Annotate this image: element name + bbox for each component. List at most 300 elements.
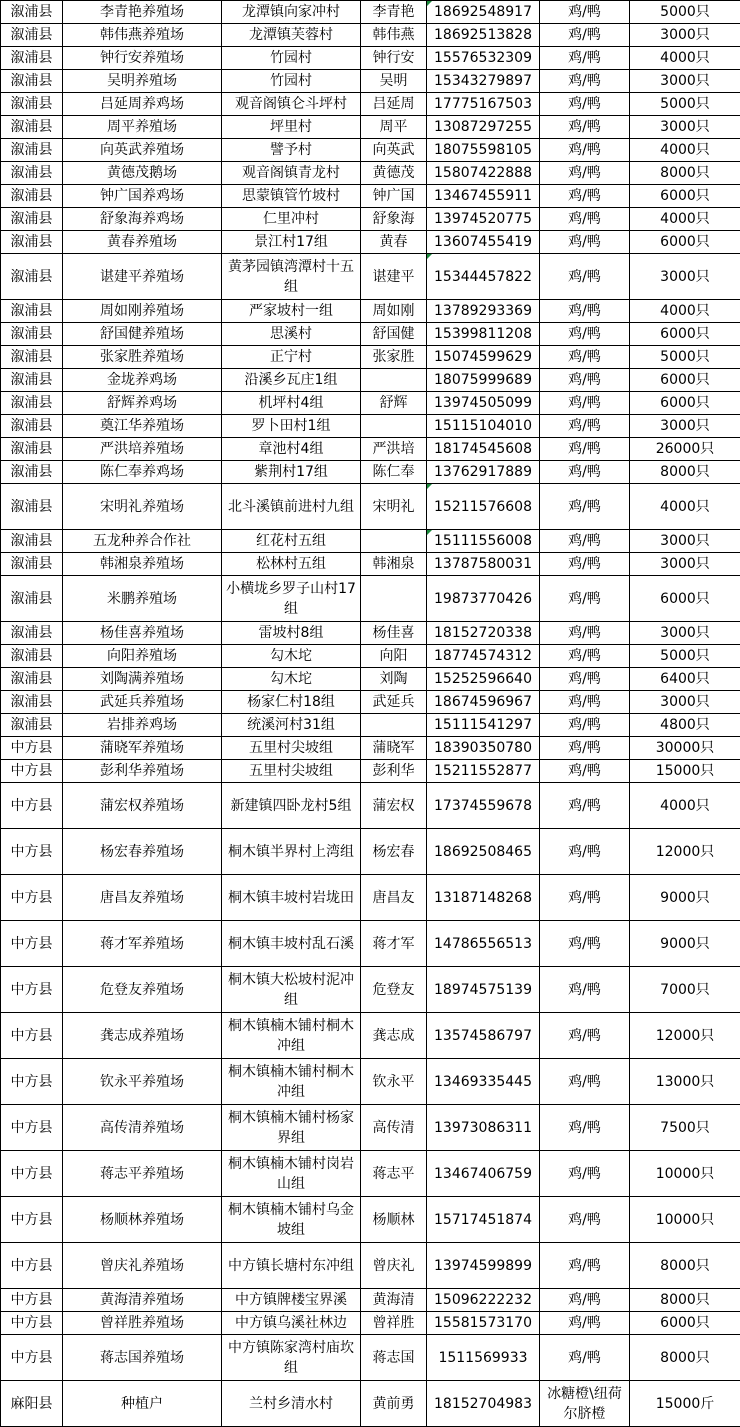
- farm-cell: 舒象海养鸡场: [63, 208, 222, 231]
- county-cell: 溆浦县: [1, 300, 63, 323]
- county-cell: 麻阳县: [1, 1381, 63, 1427]
- county-cell: 溆浦县: [1, 254, 63, 300]
- contact-cell: 彭利华: [361, 760, 427, 783]
- farm-cell: 钟行安养殖场: [63, 47, 222, 70]
- table-row: [1, 208, 740, 231]
- contact-cell: 严洪培: [361, 438, 427, 461]
- quantity-cell: 6000只: [630, 231, 740, 254]
- address-cell: 观音阁镇仑斗坪村: [222, 93, 361, 116]
- farm-cell: 陈仁奉养鸡场: [63, 461, 222, 484]
- county-cell: 中方县: [1, 1312, 63, 1335]
- county-cell: 溆浦县: [1, 323, 63, 346]
- phone-cell: 13787580031: [427, 553, 540, 576]
- address-cell: 中方镇陈家湾村庙坎组: [222, 1335, 361, 1381]
- address-cell: 譬予村: [222, 139, 361, 162]
- table-row: [1, 231, 740, 254]
- table-row: [1, 668, 740, 691]
- product-cell: 鸡/鸭: [540, 691, 630, 714]
- phone-cell: 15717451874: [427, 1197, 540, 1243]
- contact-cell: 蒲晓军: [361, 737, 427, 760]
- table-row: [1, 1289, 740, 1312]
- address-cell: 杨家仁村18组: [222, 691, 361, 714]
- address-cell: 勾木坨: [222, 668, 361, 691]
- phone-cell: 13467406759: [427, 1151, 540, 1197]
- quantity-cell: 3000只: [630, 622, 740, 645]
- phone-cell: 18674596967: [427, 691, 540, 714]
- quantity-cell: 9000只: [630, 921, 740, 967]
- phone-cell: 13467455911: [427, 185, 540, 208]
- contact-cell: [361, 714, 427, 737]
- address-cell: 竹园村: [222, 70, 361, 93]
- county-cell: 溆浦县: [1, 415, 63, 438]
- product-cell: 鸡/鸭: [540, 622, 630, 645]
- contact-cell: 钟行安: [361, 47, 427, 70]
- contact-cell: 吕延周: [361, 93, 427, 116]
- farm-cell: 蒲宏权养殖场: [63, 783, 222, 829]
- farm-cell: 黄海清养殖场: [63, 1289, 222, 1312]
- quantity-cell: 4000只: [630, 139, 740, 162]
- address-cell: 坪里村: [222, 116, 361, 139]
- phone-cell: 15074599629: [427, 346, 540, 369]
- quantity-cell: 4000只: [630, 300, 740, 323]
- quantity-cell: 3000只: [630, 116, 740, 139]
- county-cell: 中方县: [1, 760, 63, 783]
- county-cell: 中方县: [1, 1289, 63, 1312]
- product-cell: 鸡/鸭: [540, 47, 630, 70]
- product-cell: 鸡/鸭: [540, 553, 630, 576]
- farm-cell: 严洪培养殖场: [63, 438, 222, 461]
- county-cell: 溆浦县: [1, 116, 63, 139]
- table-row: [1, 300, 740, 323]
- product-cell: 冰糖橙\纽荷尔脐橙: [540, 1381, 630, 1427]
- address-cell: 雷坡村8组: [222, 622, 361, 645]
- farm-cell: 曾祥胜养殖场: [63, 1312, 222, 1335]
- contact-cell: 向阳: [361, 645, 427, 668]
- contact-cell: 曾祥胜: [361, 1312, 427, 1335]
- phone-cell: 18075999689: [427, 369, 540, 392]
- address-cell: 统溪河村31组: [222, 714, 361, 737]
- table-row: [1, 484, 740, 530]
- address-cell: 桐木镇楠木铺村杨家界组: [222, 1105, 361, 1151]
- phone-cell: 13762917889: [427, 461, 540, 484]
- phone-cell: 18152720338: [427, 622, 540, 645]
- table-row: [1, 47, 740, 70]
- phone-cell: 13974505099: [427, 392, 540, 415]
- address-cell: 松林村五组: [222, 553, 361, 576]
- farm-cell: 蒋志国养殖场: [63, 1335, 222, 1381]
- farm-cell: 高传清养殖场: [63, 1105, 222, 1151]
- product-cell: 鸡/鸭: [540, 231, 630, 254]
- product-cell: 鸡/鸭: [540, 24, 630, 47]
- product-cell: 鸡/鸭: [540, 254, 630, 300]
- phone-cell: 13087297255: [427, 116, 540, 139]
- contact-cell: 黄海清: [361, 1289, 427, 1312]
- table-row: [1, 346, 740, 369]
- phone-cell: 18075598105: [427, 139, 540, 162]
- address-cell: 桐木镇大松坡村泥冲组: [222, 967, 361, 1013]
- contact-cell: 钟广国: [361, 185, 427, 208]
- table-row: [1, 139, 740, 162]
- address-cell: 桐木镇丰坡村岩垅田: [222, 875, 361, 921]
- farm-cell: 吴明养殖场: [63, 70, 222, 93]
- phone-cell: 18974575139: [427, 967, 540, 1013]
- product-cell: 鸡/鸭: [540, 346, 630, 369]
- table-row: [1, 438, 740, 461]
- farm-cell: 周如刚养殖场: [63, 300, 222, 323]
- product-cell: 鸡/鸭: [540, 484, 630, 530]
- phone-cell: 13974520775: [427, 208, 540, 231]
- table-row: [1, 185, 740, 208]
- address-cell: 黄茅园镇湾潭村十五组: [222, 254, 361, 300]
- table-row: [1, 70, 740, 93]
- quantity-cell: 3000只: [630, 691, 740, 714]
- phone-cell: 18692513828: [427, 24, 540, 47]
- county-cell: 溆浦县: [1, 484, 63, 530]
- farm-cell: 龚志成养殖场: [63, 1013, 222, 1059]
- address-cell: 勾木坨: [222, 645, 361, 668]
- product-cell: 鸡/鸭: [540, 875, 630, 921]
- address-cell: 五里村尖坡组: [222, 760, 361, 783]
- contact-cell: 宋明礼: [361, 484, 427, 530]
- quantity-cell: 7000只: [630, 967, 740, 1013]
- product-cell: 鸡/鸭: [540, 1, 630, 24]
- farm-cell: 彭利华养殖场: [63, 760, 222, 783]
- product-cell: 鸡/鸭: [540, 645, 630, 668]
- quantity-cell: 4000只: [630, 47, 740, 70]
- address-cell: 思溪村: [222, 323, 361, 346]
- quantity-cell: 4000只: [630, 783, 740, 829]
- farm-cell: 奠江华养殖场: [63, 415, 222, 438]
- contact-cell: 周平: [361, 116, 427, 139]
- quantity-cell: 3000只: [630, 254, 740, 300]
- contact-cell: 陈仁奉: [361, 461, 427, 484]
- address-cell: 竹园村: [222, 47, 361, 70]
- farm-cell: 向阳养殖场: [63, 645, 222, 668]
- phone-cell: 15344457822: [427, 254, 540, 300]
- quantity-cell: 8000只: [630, 1335, 740, 1381]
- farm-cell: 向英武养殖场: [63, 139, 222, 162]
- table-row: [1, 829, 740, 875]
- table-row: [1, 415, 740, 438]
- phone-cell: 15211576608: [427, 484, 540, 530]
- product-cell: 鸡/鸭: [540, 116, 630, 139]
- address-cell: 桐木镇丰坡村乱石溪: [222, 921, 361, 967]
- farm-cell: 种植户: [63, 1381, 222, 1427]
- contact-cell: 曾庆礼: [361, 1243, 427, 1289]
- quantity-cell: 8000只: [630, 162, 740, 185]
- address-cell: 龙潭镇向家冲村: [222, 1, 361, 24]
- county-cell: 中方县: [1, 783, 63, 829]
- phone-cell: 13607455419: [427, 231, 540, 254]
- phone-cell: 15399811208: [427, 323, 540, 346]
- product-cell: 鸡/鸭: [540, 415, 630, 438]
- county-cell: 溆浦县: [1, 93, 63, 116]
- farm-cell: 蒋志平养殖场: [63, 1151, 222, 1197]
- product-cell: 鸡/鸭: [540, 1243, 630, 1289]
- address-cell: 新建镇四卧龙村5组: [222, 783, 361, 829]
- phone-cell: 1511569933: [427, 1335, 540, 1381]
- phone-cell: 18774574312: [427, 645, 540, 668]
- county-cell: 溆浦县: [1, 668, 63, 691]
- quantity-cell: 9000只: [630, 875, 740, 921]
- address-cell: 桐木镇楠木铺村桐木冲组: [222, 1059, 361, 1105]
- farm-cell: 岩排养鸡场: [63, 714, 222, 737]
- county-cell: 溆浦县: [1, 714, 63, 737]
- address-cell: 仁里冲村: [222, 208, 361, 231]
- table-row: [1, 1381, 740, 1427]
- product-cell: 鸡/鸭: [540, 392, 630, 415]
- quantity-cell: 3000只: [630, 70, 740, 93]
- contact-cell: [361, 415, 427, 438]
- farm-cell: 张家胜养殖场: [63, 346, 222, 369]
- county-cell: 溆浦县: [1, 1, 63, 24]
- county-cell: 溆浦县: [1, 392, 63, 415]
- quantity-cell: 12000只: [630, 829, 740, 875]
- quantity-cell: 13000只: [630, 1059, 740, 1105]
- address-cell: 思蒙镇管竹坡村: [222, 185, 361, 208]
- product-cell: 鸡/鸭: [540, 714, 630, 737]
- contact-cell: 吴明: [361, 70, 427, 93]
- address-cell: 五里村尖坡组: [222, 737, 361, 760]
- county-cell: 溆浦县: [1, 208, 63, 231]
- table-row: [1, 622, 740, 645]
- product-cell: 鸡/鸭: [540, 1151, 630, 1197]
- quantity-cell: 8000只: [630, 461, 740, 484]
- table-row: [1, 1105, 740, 1151]
- county-cell: 中方县: [1, 921, 63, 967]
- farm-cell: 唐昌友养殖场: [63, 875, 222, 921]
- farm-cell: 舒国健养殖场: [63, 323, 222, 346]
- phone-cell: 18692548917: [427, 1, 540, 24]
- county-cell: 溆浦县: [1, 185, 63, 208]
- county-cell: 溆浦县: [1, 645, 63, 668]
- table-row: [1, 1059, 740, 1105]
- address-cell: 小横垅乡罗子山村17组: [222, 576, 361, 622]
- address-cell: 紫荆村17组: [222, 461, 361, 484]
- phone-cell: 15576532309: [427, 47, 540, 70]
- table-row: [1, 1312, 740, 1335]
- farm-cell: 杨宏春养殖场: [63, 829, 222, 875]
- contact-cell: 舒辉: [361, 392, 427, 415]
- phone-cell: 13973086311: [427, 1105, 540, 1151]
- table-row: [1, 323, 740, 346]
- address-cell: 严家坡村一组: [222, 300, 361, 323]
- contact-cell: 唐昌友: [361, 875, 427, 921]
- contact-cell: 周如刚: [361, 300, 427, 323]
- table-row: [1, 967, 740, 1013]
- quantity-cell: 6000只: [630, 576, 740, 622]
- contact-cell: 龚志成: [361, 1013, 427, 1059]
- product-cell: 鸡/鸭: [540, 1335, 630, 1381]
- contact-cell: 李青艳: [361, 1, 427, 24]
- quantity-cell: 6000只: [630, 185, 740, 208]
- product-cell: 鸡/鸭: [540, 185, 630, 208]
- quantity-cell: 6400只: [630, 668, 740, 691]
- farm-cell: 杨顺林养殖场: [63, 1197, 222, 1243]
- table-body: [1, 1, 740, 1427]
- quantity-cell: 3000只: [630, 530, 740, 553]
- table-row: [1, 254, 740, 300]
- farm-cell: 韩湘泉养殖场: [63, 553, 222, 576]
- farm-cell: 五龙种养合作社: [63, 530, 222, 553]
- address-cell: 北斗溪镇前进村九组: [222, 484, 361, 530]
- product-cell: 鸡/鸭: [540, 1059, 630, 1105]
- contact-cell: 蒋志平: [361, 1151, 427, 1197]
- farm-cell: 钦永平养殖场: [63, 1059, 222, 1105]
- table-row: [1, 714, 740, 737]
- product-cell: 鸡/鸭: [540, 369, 630, 392]
- farm-cell: 米鹏养殖场: [63, 576, 222, 622]
- county-cell: 溆浦县: [1, 461, 63, 484]
- quantity-cell: 30000只: [630, 737, 740, 760]
- phone-cell: 17374559678: [427, 783, 540, 829]
- product-cell: 鸡/鸭: [540, 530, 630, 553]
- phone-cell: 15252596640: [427, 668, 540, 691]
- contact-cell: 杨宏春: [361, 829, 427, 875]
- phone-cell: 15807422888: [427, 162, 540, 185]
- contact-cell: 高传清: [361, 1105, 427, 1151]
- county-cell: 溆浦县: [1, 369, 63, 392]
- table-row: [1, 645, 740, 668]
- address-cell: 章池村4组: [222, 438, 361, 461]
- contact-cell: 舒国健: [361, 323, 427, 346]
- phone-cell: 15581573170: [427, 1312, 540, 1335]
- contact-cell: 向英武: [361, 139, 427, 162]
- table-row: [1, 461, 740, 484]
- product-cell: 鸡/鸭: [540, 737, 630, 760]
- product-cell: 鸡/鸭: [540, 576, 630, 622]
- product-cell: 鸡/鸭: [540, 139, 630, 162]
- farm-cell: 黄德茂鹅场: [63, 162, 222, 185]
- quantity-cell: 3000只: [630, 24, 740, 47]
- contact-cell: 舒象海: [361, 208, 427, 231]
- county-cell: 中方县: [1, 1335, 63, 1381]
- table-row: [1, 1, 740, 24]
- quantity-cell: 5000只: [630, 1, 740, 24]
- contact-cell: 蒋志国: [361, 1335, 427, 1381]
- farm-cell: 钟广国养鸡场: [63, 185, 222, 208]
- product-cell: 鸡/鸭: [540, 668, 630, 691]
- address-cell: 红花村五组: [222, 530, 361, 553]
- product-cell: 鸡/鸭: [540, 162, 630, 185]
- contact-cell: 蒋才军: [361, 921, 427, 967]
- quantity-cell: 10000只: [630, 1151, 740, 1197]
- phone-cell: 15211552877: [427, 760, 540, 783]
- product-cell: 鸡/鸭: [540, 1013, 630, 1059]
- product-cell: 鸡/鸭: [540, 783, 630, 829]
- county-cell: 中方县: [1, 967, 63, 1013]
- table-row: [1, 369, 740, 392]
- contact-cell: 黄春: [361, 231, 427, 254]
- phone-cell: 18152704983: [427, 1381, 540, 1427]
- product-cell: 鸡/鸭: [540, 438, 630, 461]
- contact-cell: 刘陶: [361, 668, 427, 691]
- table-row: [1, 24, 740, 47]
- farm-cell: 舒辉养鸡场: [63, 392, 222, 415]
- table-row: [1, 1335, 740, 1381]
- farm-cell: 黄春养殖场: [63, 231, 222, 254]
- county-cell: 溆浦县: [1, 47, 63, 70]
- address-cell: 桐木镇楠木铺村乌金坡组: [222, 1197, 361, 1243]
- county-cell: 溆浦县: [1, 530, 63, 553]
- county-cell: 溆浦县: [1, 24, 63, 47]
- contact-cell: 蒲宏权: [361, 783, 427, 829]
- county-cell: 中方县: [1, 1151, 63, 1197]
- farm-cell: 周平养殖场: [63, 116, 222, 139]
- farm-cell: 曾庆礼养殖场: [63, 1243, 222, 1289]
- county-cell: 溆浦县: [1, 553, 63, 576]
- quantity-cell: 4000只: [630, 484, 740, 530]
- farm-cell: 吕延周养鸡场: [63, 93, 222, 116]
- table-row: [1, 576, 740, 622]
- quantity-cell: 8000只: [630, 1289, 740, 1312]
- quantity-cell: 7500只: [630, 1105, 740, 1151]
- product-cell: 鸡/鸭: [540, 760, 630, 783]
- farm-cell: 刘陶满养殖场: [63, 668, 222, 691]
- table-row: [1, 116, 740, 139]
- table-row: [1, 1197, 740, 1243]
- table-row: [1, 760, 740, 783]
- phone-cell: 13469335445: [427, 1059, 540, 1105]
- county-cell: 溆浦县: [1, 691, 63, 714]
- address-cell: 正宁村: [222, 346, 361, 369]
- quantity-cell: 15000只: [630, 760, 740, 783]
- contact-cell: [361, 576, 427, 622]
- county-cell: 中方县: [1, 1059, 63, 1105]
- contact-cell: 危登友: [361, 967, 427, 1013]
- county-cell: 溆浦县: [1, 346, 63, 369]
- address-cell: 中方镇长塘村东冲组: [222, 1243, 361, 1289]
- product-cell: 鸡/鸭: [540, 1105, 630, 1151]
- contact-cell: 武延兵: [361, 691, 427, 714]
- product-cell: 鸡/鸭: [540, 208, 630, 231]
- quantity-cell: 5000只: [630, 346, 740, 369]
- contact-cell: [361, 369, 427, 392]
- phone-cell: 15111541297: [427, 714, 540, 737]
- quantity-cell: 6000只: [630, 392, 740, 415]
- address-cell: 景江村17组: [222, 231, 361, 254]
- table-row: [1, 1013, 740, 1059]
- farm-cell: 金垅养鸡场: [63, 369, 222, 392]
- county-cell: 溆浦县: [1, 622, 63, 645]
- contact-cell: 张家胜: [361, 346, 427, 369]
- phone-cell: 15115104010: [427, 415, 540, 438]
- address-cell: 桐木镇半界村上湾组: [222, 829, 361, 875]
- quantity-cell: 26000只: [630, 438, 740, 461]
- county-cell: 中方县: [1, 875, 63, 921]
- quantity-cell: 4000只: [630, 208, 740, 231]
- product-cell: 鸡/鸭: [540, 461, 630, 484]
- contact-cell: 钦永平: [361, 1059, 427, 1105]
- farm-cell: 谌建平养殖场: [63, 254, 222, 300]
- phone-cell: 18174545608: [427, 438, 540, 461]
- quantity-cell: 4800只: [630, 714, 740, 737]
- address-cell: 中方镇乌溪社林边: [222, 1312, 361, 1335]
- product-cell: 鸡/鸭: [540, 1312, 630, 1335]
- table-row: [1, 1151, 740, 1197]
- phone-cell: 14786556513: [427, 921, 540, 967]
- address-cell: 机坪村4组: [222, 392, 361, 415]
- address-cell: 观音阁镇青龙村: [222, 162, 361, 185]
- phone-cell: 13974599899: [427, 1243, 540, 1289]
- phone-cell: 18692508465: [427, 829, 540, 875]
- quantity-cell: 6000只: [630, 369, 740, 392]
- contact-cell: 黄前勇: [361, 1381, 427, 1427]
- farm-cell: 韩伟燕养殖场: [63, 24, 222, 47]
- farm-cell: 危登友养殖场: [63, 967, 222, 1013]
- phone-cell: 17775167503: [427, 93, 540, 116]
- address-cell: 桐木镇楠木铺村桐木冲组: [222, 1013, 361, 1059]
